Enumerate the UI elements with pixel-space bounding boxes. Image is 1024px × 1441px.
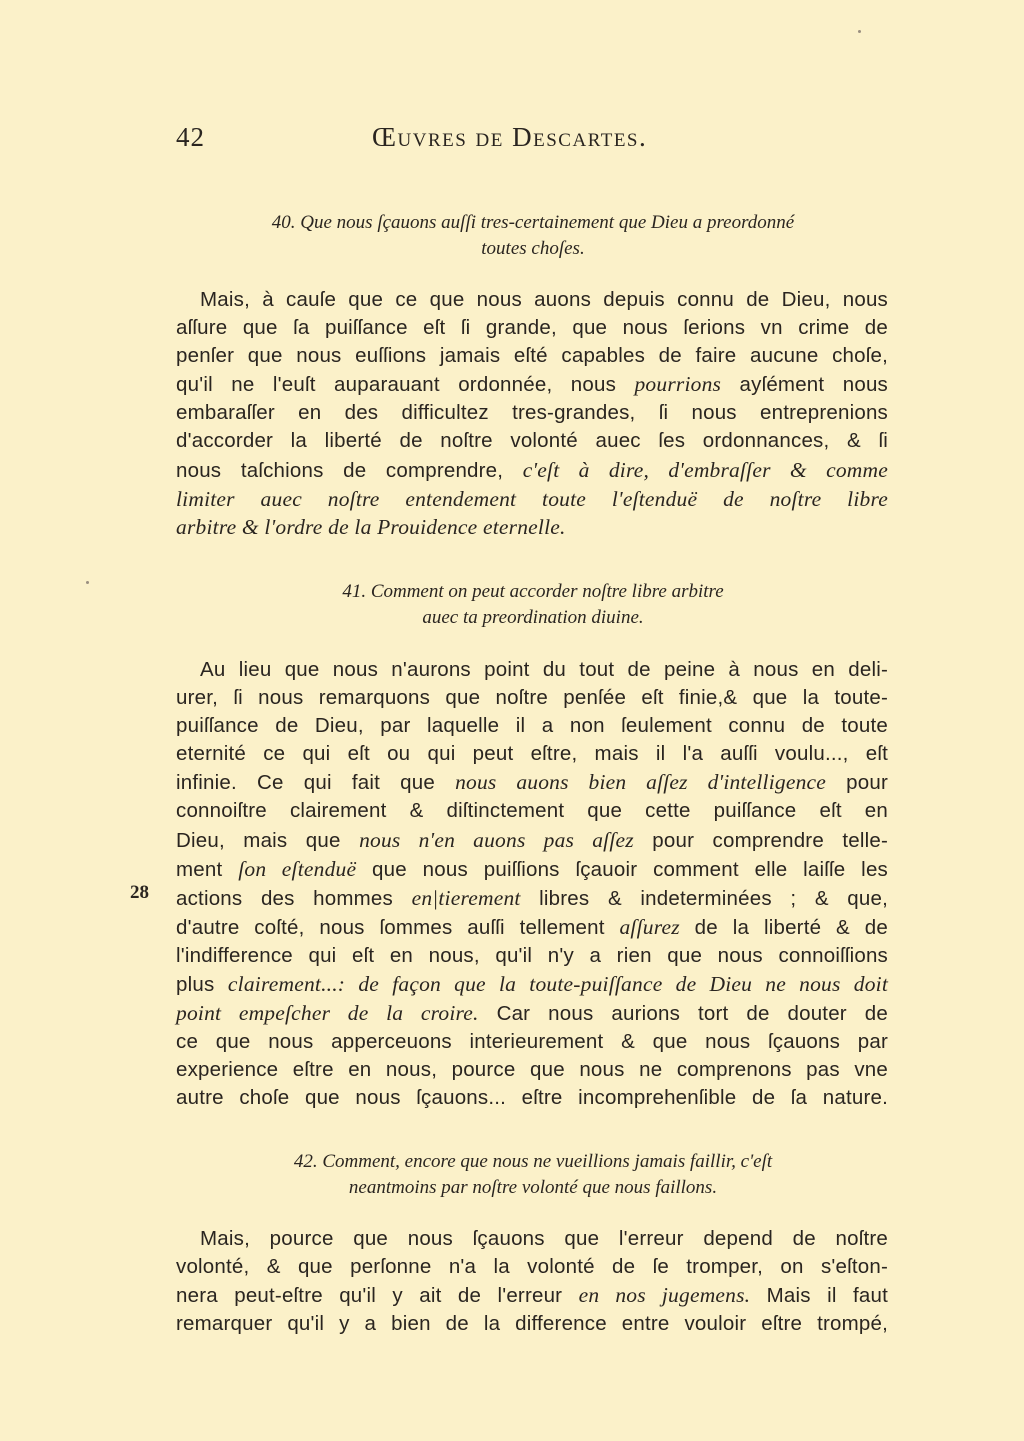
text-line: Au lieu que nous n'aurons point du tout de peine à nous en deli- <box>200 658 888 681</box>
text-line: connoiſtre clairement & diſtinctement que cette puiſſance eſt en <box>176 799 888 823</box>
text-line: puiſſance de Dieu, par laquelle il a non ſeulement connu de toute <box>176 714 888 738</box>
text-segment: qu'il ne l'euſt auparauant ordonnée, nous <box>176 373 635 397</box>
text-line <box>176 768 888 797</box>
text-segment: Dieu, mais que <box>176 828 360 852</box>
text-segment: pour <box>826 771 888 795</box>
text-segment: d'autre coſté, nous ſommes auſſi tellement <box>176 915 620 939</box>
paragraph-42 <box>176 1225 888 1338</box>
margin-page-reference: 28 <box>130 882 149 903</box>
text-segment: de la liberté & de <box>679 915 888 939</box>
italic-text: c'eſt à dire, d'embraſſer & comme <box>522 457 888 482</box>
text-line <box>176 456 888 485</box>
running-title: Œuvres de Descartes. <box>372 122 648 152</box>
italic-text: pourrions <box>634 372 722 397</box>
italic-text: en|tierement <box>411 885 521 910</box>
heading-line: 41. Comment on peut accorder noſtre libre arbitre <box>342 581 724 602</box>
text-line: urer, ſi nous remarquons que noſtre penſée eſt finie,& que la toute- <box>176 686 888 710</box>
text-segment: actions des hommes <box>176 886 412 910</box>
section-heading-41 <box>176 579 890 631</box>
margin-dot <box>858 30 861 33</box>
text-line: d'accorder la liberté de noſtre volonté auec ſes ordonnances, & ſi <box>176 429 888 453</box>
text-segment: nera peut-eſtre qu'il y ait de l'erreur <box>176 1284 579 1308</box>
italic-line: arbitre & l'ordre de la Prouidence eternelle. <box>176 514 566 539</box>
text-segment: ayſément nous <box>721 373 888 397</box>
text-line: l'indifference qui eſt en nous, qu'il n'y a rien que nous connoiſſions <box>176 943 888 967</box>
italic-text: clairement...: de façon que la toute-puiſſance de Dieu ne nous doit <box>227 972 888 997</box>
text-line: Mais, pource que nous ſçauons que l'erreur depend de noſtre <box>200 1227 888 1250</box>
text-line: embaraſſer en des difficultez tres-grandes, ſi nous entreprenions <box>176 401 888 425</box>
text-line <box>176 884 888 913</box>
italic-line: limiter auec noſtre entendement toute l'eſtenduë de noſtre libre <box>176 486 888 511</box>
running-header <box>176 122 890 162</box>
text-segment: que nous puiſſions ſçauoir comment elle laiſſe les <box>356 857 888 881</box>
text-line <box>176 826 888 855</box>
text-line: aſſure que ſa puiſſance eſt ſi grande, que nous ſerions vn crime de <box>176 316 888 340</box>
text-segment: nous taſchions de comprendre, <box>176 458 523 482</box>
text-line <box>176 970 888 999</box>
text-line: ce que nous apperceuons interieurement & que nous ſçauons par <box>176 1030 888 1054</box>
page-number: 42 <box>176 122 205 152</box>
text-segment: pour comprendre telle- <box>633 828 888 852</box>
paragraph-40 <box>176 286 888 541</box>
text-line <box>176 913 888 942</box>
text-line <box>176 999 888 1028</box>
italic-text: nous auons bien aſſez d'intelligence <box>455 770 827 795</box>
heading-line: neantmoins par noſtre volonté que nous faillons. <box>348 1177 718 1198</box>
italic-text: aſſurez <box>619 914 680 939</box>
italic-text: ſon eſtenduë <box>238 856 357 881</box>
italic-text: nous n'en auons pas aſſez <box>359 827 634 852</box>
text-line: remarquer qu'il y a bien de la difference entre vouloir eſtre trompé, <box>176 1312 888 1336</box>
text-line: penſer que nous euſſions jamais eſté capables de faire aucune choſe, <box>176 344 888 368</box>
italic-text: point empeſcher de la croire. <box>176 1001 479 1026</box>
text-line: volonté, & que perſonne n'a la volonté de ſe tromper, on s'eſton- <box>176 1255 888 1279</box>
text-segment: Mais il faut <box>750 1284 888 1308</box>
text-line: experience eſtre en nous, pource que nous ne comprenons pas vne <box>176 1058 888 1082</box>
heading-line: auec ta preordination diuine. <box>422 607 644 628</box>
text-segment: infinie. Ce qui fait que <box>176 771 456 795</box>
section-heading-42 <box>176 1149 890 1201</box>
text-segment: plus <box>176 973 228 997</box>
text-line <box>176 370 888 399</box>
text-line: eternité ce qui eſt ou qui peut eſtre, mais il l'a auſſi voulu..., eſt <box>176 742 888 766</box>
text-segment: Car nous aurions tort de douter de <box>478 1002 888 1026</box>
text-line <box>176 1281 888 1310</box>
heading-line: toutes choſes. <box>481 238 585 259</box>
italic-text: en nos jugemens. <box>578 1283 751 1308</box>
heading-line: 42. Comment, encore que nous ne vueillions jamais faillir, c'eſt <box>293 1151 773 1172</box>
text-line <box>176 855 888 884</box>
paragraph-41 <box>176 656 888 1113</box>
text-line: autre choſe que nous ſçauons... eſtre incomprehenſible de ſa nature. <box>176 1086 888 1110</box>
margin-dot <box>86 581 89 584</box>
text-segment: libres & indeterminées ; & que, <box>520 886 888 910</box>
section-heading-40 <box>176 210 890 262</box>
text-segment: ment <box>176 857 239 881</box>
text-line: Mais, à cauſe que ce que nous auons depuis connu de Dieu, nous <box>200 288 888 311</box>
heading-line: 40. Que nous ſçauons auſſi tres-certainement que Dieu a preordonné <box>271 212 795 233</box>
